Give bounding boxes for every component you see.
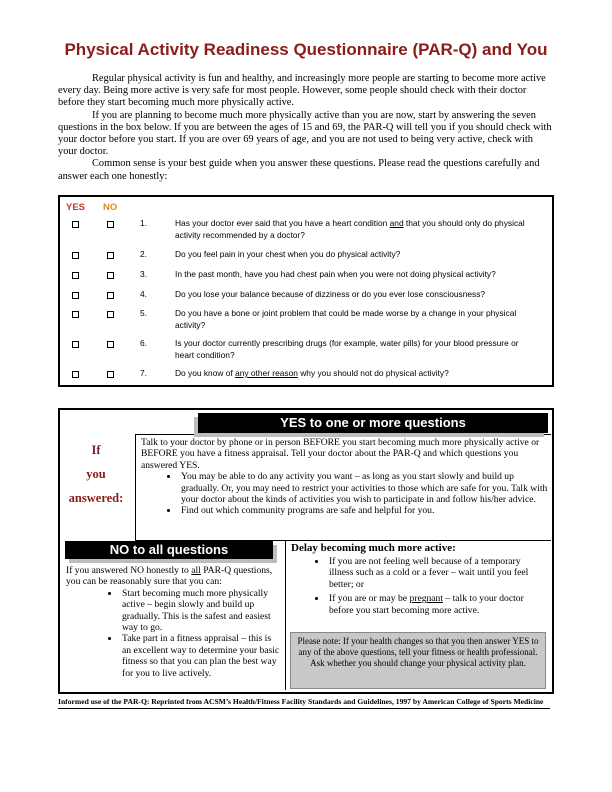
yes-checkbox[interactable]	[72, 371, 79, 378]
delay-section-text	[291, 556, 546, 619]
question-text: Do you lose your balance because of dizziness or do you ever lose consciousness?	[175, 289, 486, 299]
questions-box	[58, 195, 554, 387]
list-item: • Find out which community programs are safe and helpful for you.	[179, 505, 549, 516]
no-checkbox[interactable]	[107, 371, 114, 378]
yes-banner: YES to one or more questions	[198, 413, 548, 433]
health-change-note: Please note: If your health changes so that you then answer YES to any of the above questions, tell your fitness or health professional. Ask whether you should change your physical activity plan.	[290, 632, 546, 689]
yes-checkbox[interactable]	[72, 272, 79, 279]
list-item: • If you are or may be pregnant – talk to your doctor before you start becoming more active.	[327, 593, 546, 616]
delay-heading: Delay becoming much more active:	[291, 542, 456, 554]
question-number: 2.	[140, 249, 147, 259]
page-title: Physical Activity Readiness Questionnaire (PAR-Q) and You	[64, 40, 548, 59]
no-banner: NO to all questions	[65, 541, 273, 559]
yes-checkbox[interactable]	[72, 292, 79, 299]
list-item: • If you are not feeling well because of a temporary illness such as a cold or a fever – wait until you feel better; or	[327, 556, 546, 590]
intro-text	[58, 73, 552, 183]
yes-checkbox[interactable]	[72, 341, 79, 348]
guidance-box	[58, 408, 554, 694]
no-checkbox[interactable]	[107, 221, 114, 228]
yes-checkbox[interactable]	[72, 221, 79, 228]
intro-paragraph-1: Regular physical activity is fun and healthy, and increasingly more people are starting to become more active every day. Being more active is very safe for most people. However, some people should check with their doctor before they start becoming much more physically active.	[58, 73, 546, 109]
question-text: Has your doctor ever said that you have a heart condition and that you should only do physical activity recommended by a doctor?	[175, 218, 525, 240]
intro-paragraph-2: If you are planning to become much more physically active than you are now, start by answering the seven questions in the box below. If you are between the ages of 15 and 69, the PAR-Q will tell you if you should check with your doctor before you start. If you are over 69 years of age, and you are not used to being very active, check with your doctor.	[58, 109, 552, 158]
list-item: • You may be able to do any activity you want – as long as you start slowly and build up gradually. Or, you may need to restrict your activities to those which are safe for you. Talk with your doctor about the kinds of activities you wish to participate in and follow his/her advice.	[179, 471, 549, 505]
list-item: • Take part in a fitness appraisal – this is an excellent way to determine your basic fitness so that you can plan the best way for you to live actively.	[120, 633, 280, 679]
no-checkbox[interactable]	[107, 311, 114, 318]
question-number: 6.	[140, 338, 147, 348]
question-text: Do you feel pain in your chest when you do physical activity?	[175, 249, 401, 259]
no-column-header: NO	[103, 202, 118, 213]
intro-paragraph-3: Common sense is your best guide when you answer these questions. Please read the questions carefully and answer each one honestly:	[58, 158, 540, 182]
question-text: In the past month, have you had chest pain when you were not doing physical activity?	[175, 269, 496, 279]
yes-checkbox[interactable]	[72, 252, 79, 259]
no-checkbox[interactable]	[107, 252, 114, 259]
question-text: Do you have a bone or joint problem that could be made worse by a change in your physical activity?	[175, 308, 517, 330]
question-number: 4.	[140, 289, 147, 299]
footer-citation: Informed use of the PAR-Q: Reprinted from ACSM’s Health/Fitness Facility Standards and Guidelines, 1997 by American College of Sports Medicine	[58, 697, 550, 709]
question-number: 1.	[140, 218, 147, 228]
no-section-text: If you answered NO honestly to all PAR-Q questions, you can be reasonably sure that you can: • Start becoming much more physically active – begin slowly and build up gradually. This is the safest and easiest way to go. • Take part in a fitness appraisal – this is an excellent way to determine your basic fitness so that you can plan the best way for you to live actively.	[66, 565, 280, 679]
no-checkbox[interactable]	[107, 341, 114, 348]
list-item: • Start becoming much more physically active – begin slowly and build up gradually. This is the safest and easiest way to go.	[120, 588, 280, 634]
question-number: 3.	[140, 269, 147, 279]
yes-column-header: YES	[66, 202, 86, 213]
if-you-answered-label: If you answered:	[68, 443, 124, 505]
section-divider-horizontal	[285, 540, 550, 541]
question-text: Is your doctor currently prescribing drugs (for example, water pills) for your blood pressure or heart condition?	[175, 338, 519, 360]
no-checkbox[interactable]	[107, 292, 114, 299]
yes-checkbox[interactable]	[72, 311, 79, 318]
question-number: 7.	[140, 368, 147, 378]
question-number: 5.	[140, 308, 147, 318]
question-text: Do you know of any other reason why you should not do physical activity?	[175, 368, 449, 378]
yes-section-text: Talk to your doctor by phone or in person BEFORE you start becoming much more physically active or BEFORE you have a fitness appraisal. Tell your doctor about the PAR-Q and which questions you answered YES. • You may be able to do any activity you want – as long as you start slowly and build up gradually. Or, you may need to restrict your activities to those which are safe for you. Talk with your doctor about the kinds of activities you wish to participate in and follow his/her advice. • Find out which community programs are safe and helpful for you.	[141, 437, 549, 517]
section-divider-vertical	[285, 540, 286, 690]
no-checkbox[interactable]	[107, 272, 114, 279]
